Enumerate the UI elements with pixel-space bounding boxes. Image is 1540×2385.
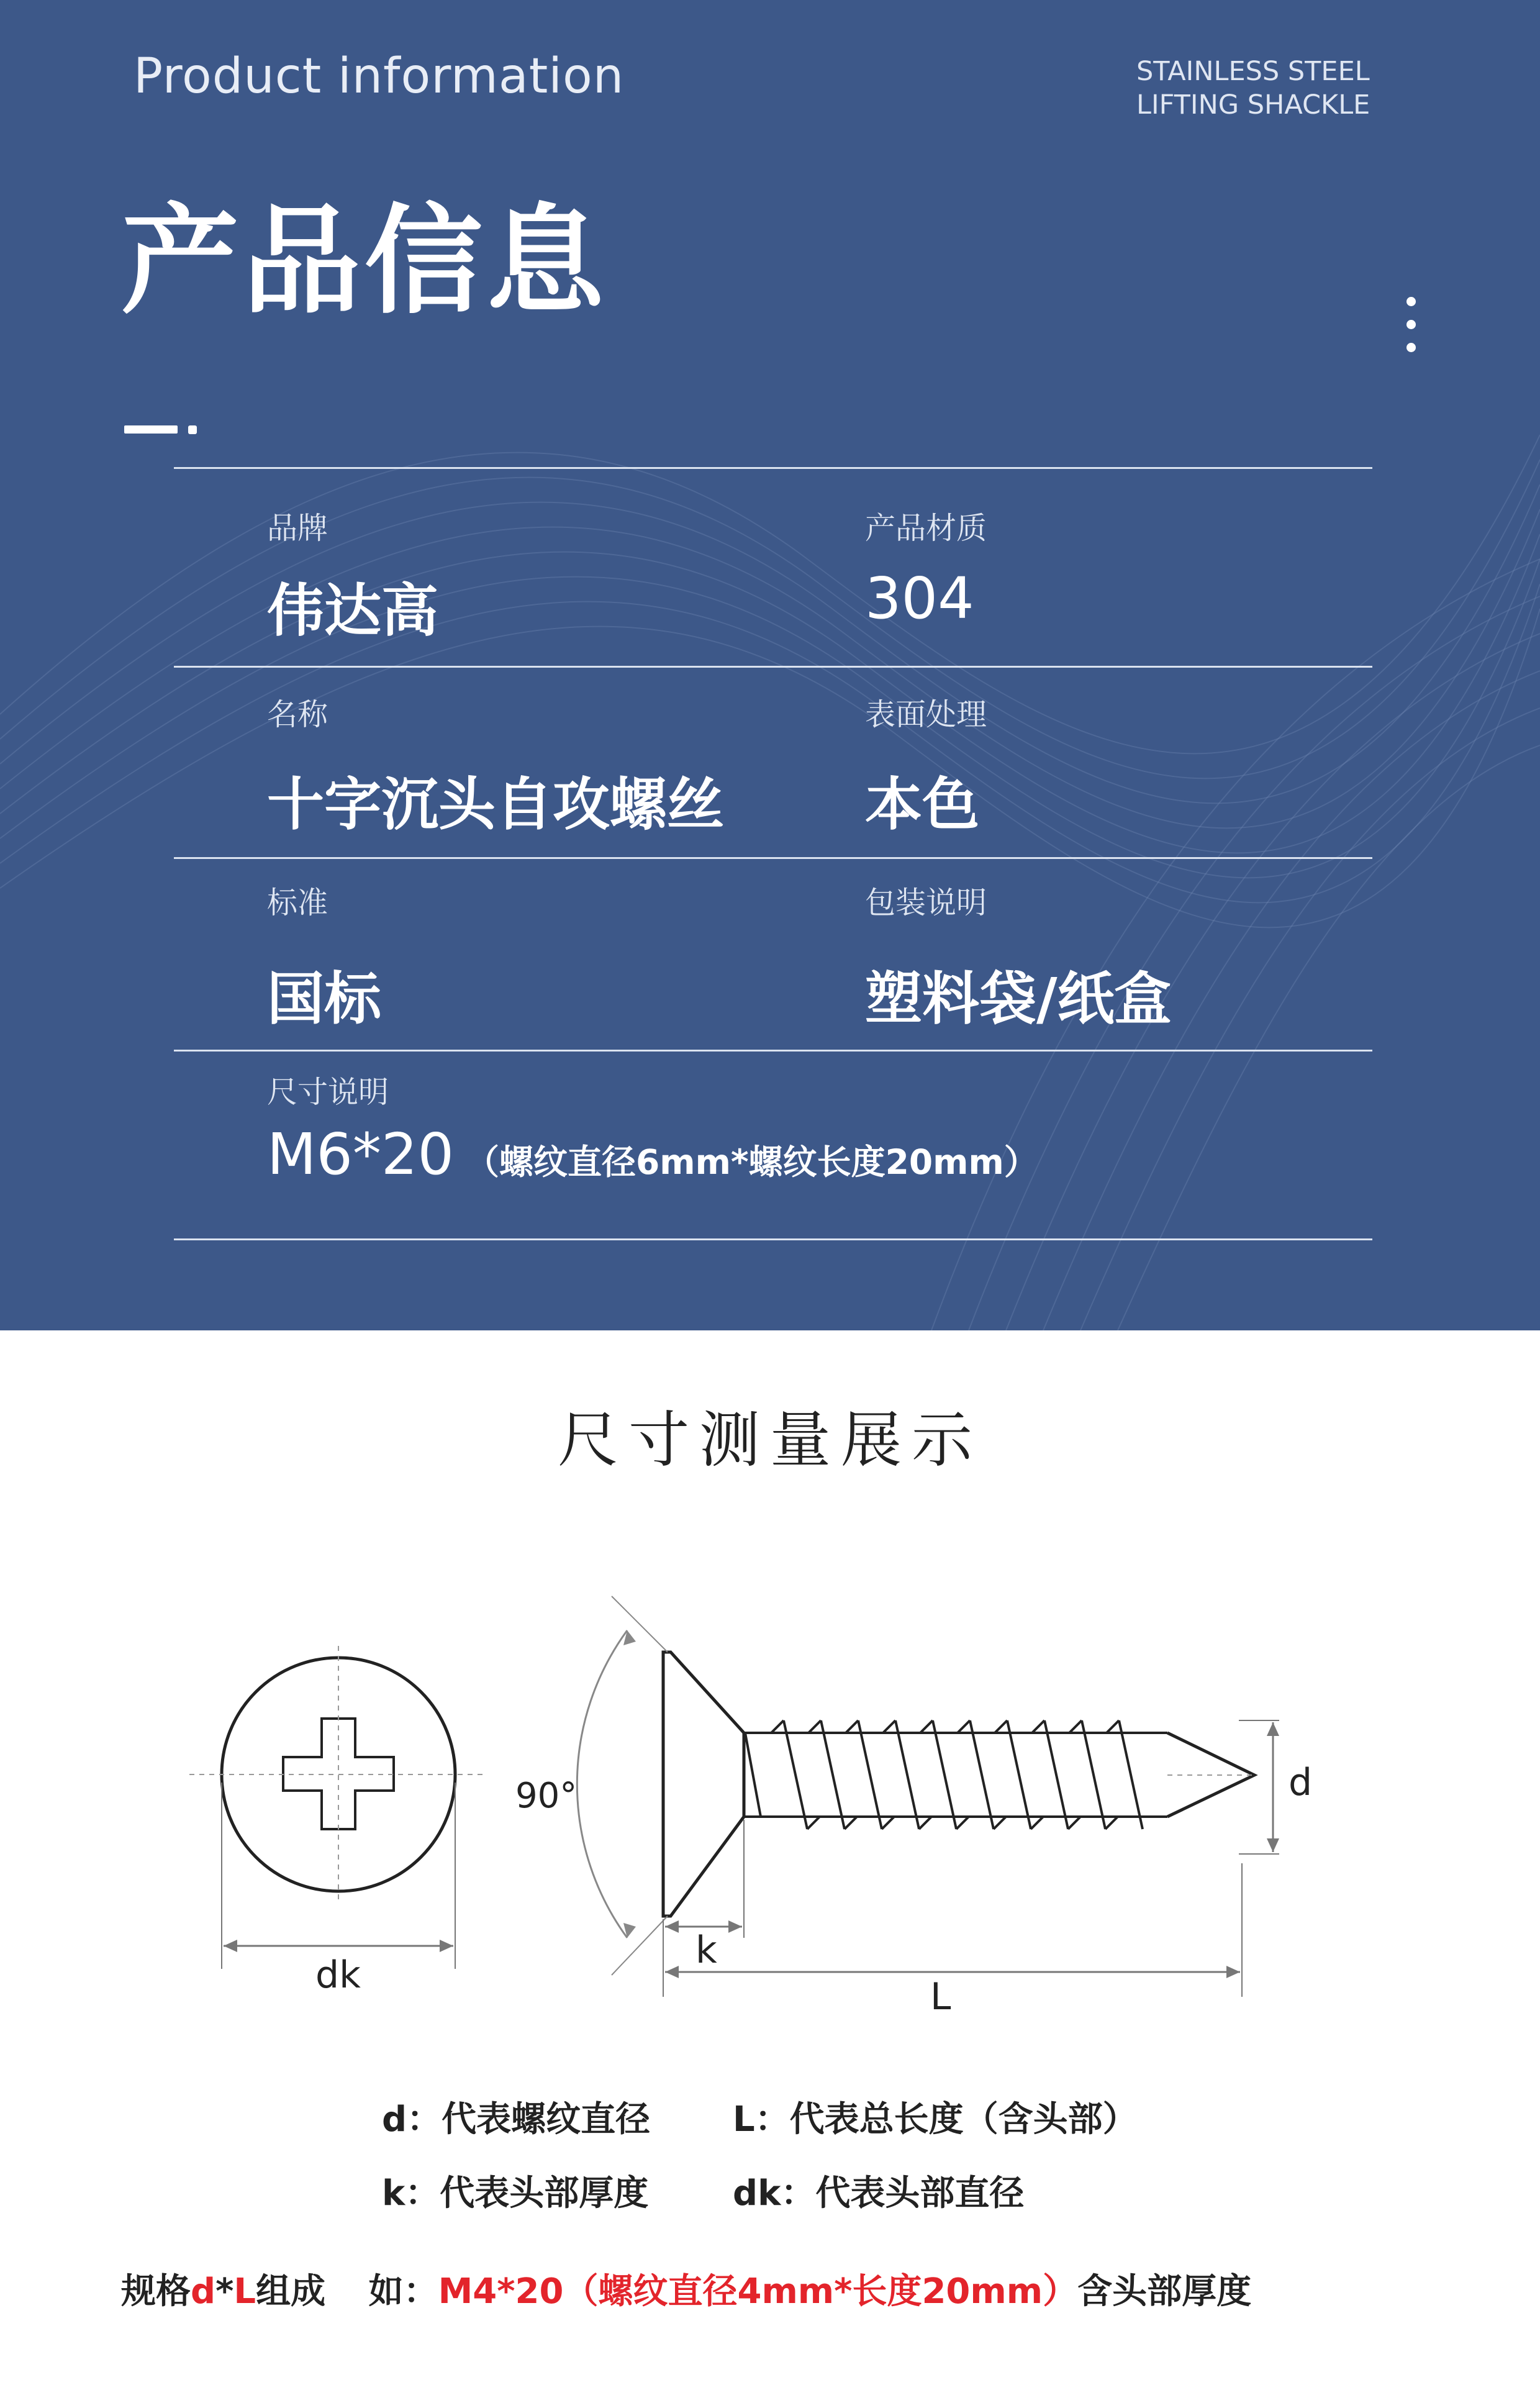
dim-dk-label: dk <box>315 1953 361 1997</box>
angle-label: 90° <box>515 1776 578 1816</box>
screw-side-view <box>663 1652 1254 1916</box>
legend-k: k：代表头部厚度 <box>382 2173 649 2214</box>
note-suffix: 含头部厚度 <box>1077 2271 1252 2312</box>
size-label: 尺寸说明 <box>267 1074 389 1110</box>
standard-label: 标准 <box>267 885 328 920</box>
brand-value: 伟达高 <box>267 578 439 644</box>
spec-note <box>121 2264 1251 2314</box>
material-label: 产品材质 <box>865 511 987 546</box>
note-L: L <box>233 2271 256 2312</box>
note-prefix: 规格 <box>121 2271 191 2312</box>
note-compose: 组成 <box>256 2271 326 2312</box>
accent-mark <box>124 422 205 437</box>
name-value: 十字沉头自攻螺丝 <box>267 771 725 838</box>
package-value: 塑料袋/纸盒 <box>865 966 1172 1032</box>
size-detail: （螺纹直径6mm*螺纹长度20mm） <box>464 1142 1038 1182</box>
brand-label: 品牌 <box>267 511 328 546</box>
divider <box>174 666 1372 668</box>
standard-value: 国标 <box>267 966 382 1032</box>
name-label: 名称 <box>267 697 328 732</box>
dim-d-label: d <box>1289 1761 1313 1804</box>
material-value: 304 <box>865 565 974 632</box>
divider <box>174 1050 1372 1052</box>
english-title: Product information <box>134 48 625 104</box>
measure-title: 尺寸测量展示 <box>557 1405 982 1476</box>
surface-label: 表面处理 <box>865 697 987 732</box>
divider <box>174 1238 1372 1240</box>
divider <box>174 467 1372 469</box>
note-star: * <box>215 2271 234 2312</box>
tagline-line-1: STAINLESS STEEL <box>1136 56 1370 87</box>
note-as: 如： <box>368 2271 438 2312</box>
note-d: d <box>191 2271 216 2312</box>
tagline-line-2: LIFTING SHACKLE <box>1136 89 1370 120</box>
divider <box>174 857 1372 859</box>
size-value: M6*20 <box>267 1121 454 1188</box>
more-dots-icon <box>1406 297 1419 353</box>
surface-value: 本色 <box>865 771 980 838</box>
note-example: M4*20（螺纹直径4mm*长度20mm） <box>438 2271 1078 2312</box>
tagline <box>1136 55 1422 122</box>
package-label: 包装说明 <box>865 885 987 920</box>
dim-k-label: k <box>695 1928 717 1972</box>
size-value-row <box>267 1121 1038 1188</box>
dim-L-label: L <box>930 1975 951 2019</box>
legend-d: d：代表螺纹直径 <box>382 2099 651 2140</box>
legend-dk: dk：代表头部直径 <box>733 2173 1025 2214</box>
screw-dimension-diagram <box>0 1578 1540 2025</box>
legend-L: L：代表总长度（含头部） <box>733 2099 1138 2140</box>
page-title: 产品信息 <box>121 193 609 330</box>
